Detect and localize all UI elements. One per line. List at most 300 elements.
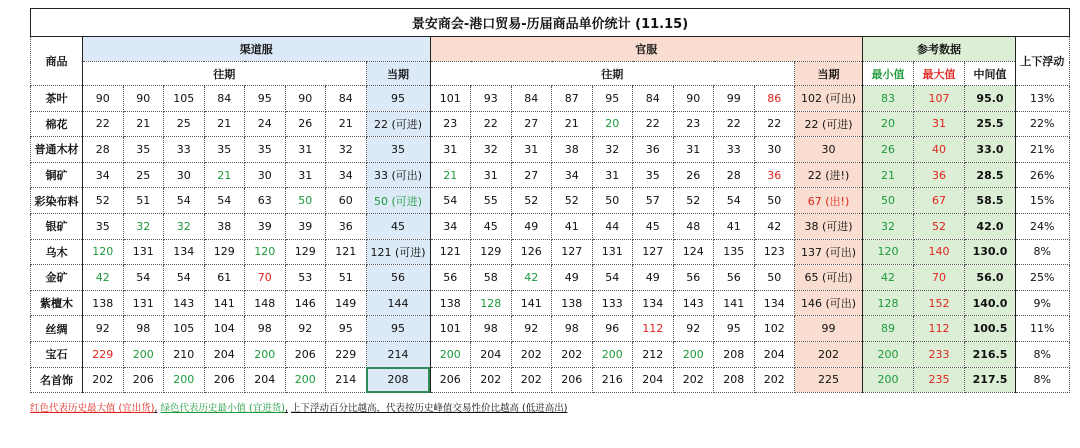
- table-row: [31, 137, 1070, 163]
- official-past-cell: 216: [592, 367, 633, 393]
- median-value-cell: 28.5: [965, 162, 1016, 188]
- channel-past-cell: 32: [123, 213, 164, 239]
- channel-past-cell: 54: [164, 265, 205, 291]
- fluctuation-cell: 9%: [1016, 290, 1070, 316]
- official-past-cell: 208: [714, 367, 755, 393]
- channel-past-cell: 24: [245, 111, 286, 137]
- channel-past-cell: 104: [204, 316, 245, 342]
- channel-past-cell: 70: [245, 265, 286, 291]
- legend-red: 红色代表历史最大值 (宜出货): [30, 403, 155, 415]
- official-past-cell: 45: [471, 213, 512, 239]
- official-past-cell: 52: [673, 188, 714, 214]
- official-past-cell: 22: [754, 111, 795, 137]
- channel-past-cell: 204: [204, 341, 245, 367]
- item-name: 丝绸: [31, 316, 83, 342]
- item-name: 紫檀木: [31, 290, 83, 316]
- official-past-cell: 32: [471, 137, 512, 163]
- official-past-cell: 56: [714, 265, 755, 291]
- official-past-cell: 98: [552, 316, 593, 342]
- official-past-cell: 56: [673, 265, 714, 291]
- official-past-cell: 204: [754, 341, 795, 367]
- official-past-cell: 127: [633, 239, 674, 265]
- official-past-cell: 42: [511, 265, 552, 291]
- item-name: 茶叶: [31, 86, 83, 112]
- median-value-cell: 25.5: [965, 111, 1016, 137]
- header-channel-current: 当期: [366, 62, 430, 86]
- official-past-cell: 204: [633, 367, 674, 393]
- official-past-cell: 131: [592, 239, 633, 265]
- channel-past-cell: 34: [326, 162, 367, 188]
- official-past-cell: 56: [430, 265, 471, 291]
- channel-past-cell: 84: [204, 86, 245, 112]
- official-past-cell: 20: [592, 111, 633, 137]
- channel-current-cell: 121 (可进): [366, 239, 430, 265]
- max-value-cell: 36: [914, 162, 965, 188]
- channel-past-cell: 200: [123, 341, 164, 367]
- channel-past-cell: 98: [123, 316, 164, 342]
- header-channel-past: 往期: [83, 62, 367, 86]
- header-reference: 参考数据: [863, 37, 1016, 62]
- table-row: [31, 341, 1070, 367]
- official-past-cell: 90: [673, 86, 714, 112]
- channel-past-cell: 202: [83, 367, 124, 393]
- official-past-cell: 28: [714, 162, 755, 188]
- item-name: 乌木: [31, 239, 83, 265]
- channel-past-cell: 120: [83, 239, 124, 265]
- median-value-cell: 100.5: [965, 316, 1016, 342]
- channel-past-cell: 204: [245, 367, 286, 393]
- channel-past-cell: 35: [123, 137, 164, 163]
- channel-past-cell: 200: [245, 341, 286, 367]
- header-fluctuation: 上下浮动: [1016, 37, 1070, 86]
- median-value-cell: 216.5: [965, 341, 1016, 367]
- official-current-cell: 22 (可进): [795, 111, 863, 137]
- channel-past-cell: 206: [123, 367, 164, 393]
- item-name: 棉花: [31, 111, 83, 137]
- official-past-cell: 27: [511, 162, 552, 188]
- min-value-cell: 20: [863, 111, 914, 137]
- official-current-cell: 99: [795, 316, 863, 342]
- max-value-cell: 233: [914, 341, 965, 367]
- channel-past-cell: 51: [326, 265, 367, 291]
- channel-past-cell: 200: [285, 367, 326, 393]
- official-past-cell: 33: [714, 137, 755, 163]
- official-past-cell: 202: [673, 367, 714, 393]
- min-value-cell: 42: [863, 265, 914, 291]
- official-past-cell: 206: [552, 367, 593, 393]
- channel-past-cell: 129: [285, 239, 326, 265]
- channel-past-cell: 229: [83, 341, 124, 367]
- official-past-cell: 127: [552, 239, 593, 265]
- channel-past-cell: 206: [204, 367, 245, 393]
- official-past-cell: 31: [430, 137, 471, 163]
- official-past-cell: 36: [754, 162, 795, 188]
- channel-past-cell: 138: [83, 290, 124, 316]
- channel-past-cell: 33: [164, 137, 205, 163]
- official-past-cell: 21: [552, 111, 593, 137]
- official-past-cell: 202: [754, 367, 795, 393]
- official-past-cell: 54: [592, 265, 633, 291]
- channel-current-cell: 33 (可出): [366, 162, 430, 188]
- official-past-cell: 54: [430, 188, 471, 214]
- channel-current-cell: 50 (可进): [366, 188, 430, 214]
- channel-past-cell: 35: [204, 137, 245, 163]
- official-past-cell: 112: [633, 316, 674, 342]
- channel-past-cell: 90: [83, 86, 124, 112]
- official-past-cell: 30: [754, 137, 795, 163]
- official-past-cell: 58: [471, 265, 512, 291]
- official-past-cell: 134: [633, 290, 674, 316]
- channel-past-cell: 25: [123, 162, 164, 188]
- channel-current-cell: 144: [366, 290, 430, 316]
- official-past-cell: 57: [633, 188, 674, 214]
- official-past-cell: 49: [633, 265, 674, 291]
- min-value-cell: 200: [863, 341, 914, 367]
- channel-past-cell: 129: [204, 239, 245, 265]
- min-value-cell: 32: [863, 213, 914, 239]
- official-past-cell: 22: [633, 111, 674, 137]
- channel-past-cell: 54: [164, 188, 205, 214]
- channel-past-cell: 54: [204, 188, 245, 214]
- channel-past-cell: 35: [83, 213, 124, 239]
- official-current-cell: 22 (进!): [795, 162, 863, 188]
- header-official: 官服: [430, 37, 863, 62]
- official-past-cell: 102: [754, 316, 795, 342]
- item-name: 彩染布料: [31, 188, 83, 214]
- official-current-cell: 30: [795, 137, 863, 163]
- official-past-cell: 141: [511, 290, 552, 316]
- official-past-cell: 92: [673, 316, 714, 342]
- official-past-cell: 55: [471, 188, 512, 214]
- channel-current-cell: 22 (可进): [366, 111, 430, 137]
- channel-past-cell: 51: [123, 188, 164, 214]
- header-channel: 渠道服: [83, 37, 431, 62]
- fluctuation-cell: 25%: [1016, 265, 1070, 291]
- official-past-cell: 204: [471, 341, 512, 367]
- official-past-cell: 200: [430, 341, 471, 367]
- item-name: 普通木材: [31, 137, 83, 163]
- median-value-cell: 217.5: [965, 367, 1016, 393]
- official-past-cell: 52: [552, 188, 593, 214]
- header-official-current: 当期: [795, 62, 863, 86]
- official-past-cell: 26: [673, 162, 714, 188]
- official-past-cell: 84: [511, 86, 552, 112]
- official-past-cell: 27: [511, 111, 552, 137]
- channel-past-cell: 148: [245, 290, 286, 316]
- max-value-cell: 140: [914, 239, 965, 265]
- official-past-cell: 34: [552, 162, 593, 188]
- channel-current-cell: 214: [366, 341, 430, 367]
- official-current-cell: 67 (出!): [795, 188, 863, 214]
- official-past-cell: 54: [714, 188, 755, 214]
- max-value-cell: 112: [914, 316, 965, 342]
- channel-past-cell: 30: [164, 162, 205, 188]
- channel-past-cell: 21: [326, 111, 367, 137]
- official-current-cell: 146 (可出): [795, 290, 863, 316]
- official-past-cell: 21: [430, 162, 471, 188]
- item-name: 宝石: [31, 341, 83, 367]
- median-value-cell: 58.5: [965, 188, 1016, 214]
- table-row: [31, 239, 1070, 265]
- official-past-cell: 96: [592, 316, 633, 342]
- official-past-cell: 206: [430, 367, 471, 393]
- max-value-cell: 107: [914, 86, 965, 112]
- channel-past-cell: 31: [285, 162, 326, 188]
- official-past-cell: 48: [673, 213, 714, 239]
- header-item: 商品: [31, 37, 83, 86]
- median-value-cell: 42.0: [965, 213, 1016, 239]
- table-title: 景安商会-港口贸易-历届商品单价统计 (11.15): [31, 9, 1070, 37]
- official-past-cell: 143: [673, 290, 714, 316]
- legend-green: 绿色代表历史最小值 (宜进货): [160, 403, 285, 415]
- channel-past-cell: 26: [285, 111, 326, 137]
- official-past-cell: 128: [471, 290, 512, 316]
- channel-past-cell: 200: [164, 367, 205, 393]
- channel-past-cell: 95: [326, 316, 367, 342]
- median-value-cell: 33.0: [965, 137, 1016, 163]
- official-past-cell: 31: [511, 137, 552, 163]
- channel-past-cell: 32: [164, 213, 205, 239]
- item-name: 银矿: [31, 213, 83, 239]
- official-past-cell: 138: [430, 290, 471, 316]
- channel-past-cell: 131: [123, 290, 164, 316]
- table-row: [31, 290, 1070, 316]
- channel-past-cell: 22: [83, 111, 124, 137]
- table-row: [31, 162, 1070, 188]
- official-past-cell: 41: [552, 213, 593, 239]
- channel-past-cell: 146: [285, 290, 326, 316]
- official-past-cell: 92: [511, 316, 552, 342]
- official-past-cell: 200: [673, 341, 714, 367]
- official-past-cell: 212: [633, 341, 674, 367]
- fluctuation-cell: 13%: [1016, 86, 1070, 112]
- table-row: [31, 367, 1070, 393]
- channel-past-cell: 98: [245, 316, 286, 342]
- channel-past-cell: 210: [164, 341, 205, 367]
- fluctuation-cell: 11%: [1016, 316, 1070, 342]
- min-value-cell: 200: [863, 367, 914, 393]
- channel-past-cell: 143: [164, 290, 205, 316]
- max-value-cell: 235: [914, 367, 965, 393]
- table-body: [31, 86, 1070, 393]
- official-past-cell: 86: [754, 86, 795, 112]
- channel-past-cell: 61: [204, 265, 245, 291]
- official-past-cell: 44: [592, 213, 633, 239]
- channel-past-cell: 131: [123, 239, 164, 265]
- official-past-cell: 50: [754, 265, 795, 291]
- official-past-cell: 101: [430, 316, 471, 342]
- official-past-cell: 35: [633, 162, 674, 188]
- official-past-cell: 124: [673, 239, 714, 265]
- channel-current-cell: 45: [366, 213, 430, 239]
- channel-past-cell: 63: [245, 188, 286, 214]
- channel-past-cell: 149: [326, 290, 367, 316]
- official-past-cell: 49: [511, 213, 552, 239]
- channel-past-cell: 53: [285, 265, 326, 291]
- min-value-cell: 83: [863, 86, 914, 112]
- official-current-cell: 202: [795, 341, 863, 367]
- legend-note: 上下浮动百分比越高，代表按历史峰值交易性价比越高 (低进高出): [291, 403, 568, 415]
- official-past-cell: 200: [592, 341, 633, 367]
- legend-sep: ,: [154, 403, 158, 415]
- min-value-cell: 21: [863, 162, 914, 188]
- table-row: [31, 111, 1070, 137]
- official-past-cell: 202: [552, 341, 593, 367]
- channel-current-cell: 95: [366, 316, 430, 342]
- official-past-cell: 202: [511, 367, 552, 393]
- channel-past-cell: 28: [83, 137, 124, 163]
- official-past-cell: 41: [714, 213, 755, 239]
- channel-past-cell: 229: [326, 341, 367, 367]
- item-name: 铜矿: [31, 162, 83, 188]
- official-past-cell: 121: [430, 239, 471, 265]
- median-value-cell: 140.0: [965, 290, 1016, 316]
- channel-past-cell: 31: [285, 137, 326, 163]
- official-past-cell: 208: [714, 341, 755, 367]
- channel-past-cell: 38: [204, 213, 245, 239]
- fluctuation-cell: 22%: [1016, 111, 1070, 137]
- official-past-cell: 129: [471, 239, 512, 265]
- channel-current-cell: 208: [366, 367, 430, 393]
- median-value-cell: 95.0: [965, 86, 1016, 112]
- official-past-cell: 123: [754, 239, 795, 265]
- channel-past-cell: 39: [245, 213, 286, 239]
- channel-current-cell: 35: [366, 137, 430, 163]
- max-value-cell: 152: [914, 290, 965, 316]
- official-past-cell: 84: [633, 86, 674, 112]
- price-table: [30, 8, 1070, 393]
- official-past-cell: 38: [552, 137, 593, 163]
- fluctuation-cell: 15%: [1016, 188, 1070, 214]
- median-value-cell: 130.0: [965, 239, 1016, 265]
- official-past-cell: 23: [430, 111, 471, 137]
- fluctuation-cell: 8%: [1016, 367, 1070, 393]
- channel-past-cell: 92: [83, 316, 124, 342]
- fluctuation-cell: 26%: [1016, 162, 1070, 188]
- min-value-cell: 50: [863, 188, 914, 214]
- official-past-cell: 31: [673, 137, 714, 163]
- max-value-cell: 40: [914, 137, 965, 163]
- channel-past-cell: 134: [164, 239, 205, 265]
- official-past-cell: 138: [552, 290, 593, 316]
- channel-past-cell: 21: [204, 162, 245, 188]
- channel-past-cell: 52: [83, 188, 124, 214]
- official-past-cell: 22: [714, 111, 755, 137]
- official-past-cell: 133: [592, 290, 633, 316]
- official-past-cell: 49: [552, 265, 593, 291]
- official-past-cell: 36: [633, 137, 674, 163]
- official-past-cell: 95: [592, 86, 633, 112]
- header-max: 最大值: [914, 62, 965, 86]
- channel-past-cell: 25: [164, 111, 205, 137]
- fluctuation-cell: 8%: [1016, 341, 1070, 367]
- table-row: [31, 265, 1070, 291]
- channel-past-cell: 50: [285, 188, 326, 214]
- item-name: 金矿: [31, 265, 83, 291]
- channel-past-cell: 105: [164, 86, 205, 112]
- fluctuation-cell: 24%: [1016, 213, 1070, 239]
- official-past-cell: 34: [430, 213, 471, 239]
- min-value-cell: 128: [863, 290, 914, 316]
- median-value-cell: 56.0: [965, 265, 1016, 291]
- channel-past-cell: 39: [285, 213, 326, 239]
- min-value-cell: 120: [863, 239, 914, 265]
- official-current-cell: 102 (可出): [795, 86, 863, 112]
- official-past-cell: 202: [511, 341, 552, 367]
- channel-past-cell: 84: [326, 86, 367, 112]
- channel-past-cell: 206: [285, 341, 326, 367]
- official-past-cell: 126: [511, 239, 552, 265]
- official-current-cell: 65 (可出): [795, 265, 863, 291]
- channel-past-cell: 35: [245, 137, 286, 163]
- item-name: 名首饰: [31, 367, 83, 393]
- header-min: 最小值: [863, 62, 914, 86]
- official-past-cell: 101: [430, 86, 471, 112]
- table-row: [31, 86, 1070, 112]
- official-past-cell: 134: [754, 290, 795, 316]
- channel-past-cell: 92: [285, 316, 326, 342]
- official-past-cell: 93: [471, 86, 512, 112]
- channel-past-cell: 105: [164, 316, 205, 342]
- official-past-cell: 98: [471, 316, 512, 342]
- official-past-cell: 99: [714, 86, 755, 112]
- channel-past-cell: 120: [245, 239, 286, 265]
- legend: [30, 400, 1070, 414]
- channel-past-cell: 32: [326, 137, 367, 163]
- fluctuation-cell: 8%: [1016, 239, 1070, 265]
- official-current-cell: 225: [795, 367, 863, 393]
- table-row: [31, 316, 1070, 342]
- channel-past-cell: 90: [285, 86, 326, 112]
- official-past-cell: 135: [714, 239, 755, 265]
- max-value-cell: 31: [914, 111, 965, 137]
- official-past-cell: 50: [754, 188, 795, 214]
- max-value-cell: 67: [914, 188, 965, 214]
- channel-current-cell: 56: [366, 265, 430, 291]
- table-row: [31, 213, 1070, 239]
- official-current-cell: 38 (可进): [795, 213, 863, 239]
- max-value-cell: 52: [914, 213, 965, 239]
- official-past-cell: 31: [592, 162, 633, 188]
- channel-past-cell: 36: [326, 213, 367, 239]
- channel-past-cell: 21: [204, 111, 245, 137]
- official-past-cell: 32: [592, 137, 633, 163]
- channel-past-cell: 141: [204, 290, 245, 316]
- official-current-cell: 137 (可出): [795, 239, 863, 265]
- min-value-cell: 89: [863, 316, 914, 342]
- channel-past-cell: 90: [123, 86, 164, 112]
- min-value-cell: 26: [863, 137, 914, 163]
- channel-past-cell: 42: [83, 265, 124, 291]
- official-past-cell: 87: [552, 86, 593, 112]
- channel-current-cell: 95: [366, 86, 430, 112]
- official-past-cell: 42: [754, 213, 795, 239]
- channel-past-cell: 214: [326, 367, 367, 393]
- official-past-cell: 95: [714, 316, 755, 342]
- channel-past-cell: 95: [245, 86, 286, 112]
- official-past-cell: 141: [714, 290, 755, 316]
- official-past-cell: 23: [673, 111, 714, 137]
- channel-past-cell: 30: [245, 162, 286, 188]
- channel-past-cell: 121: [326, 239, 367, 265]
- channel-past-cell: 60: [326, 188, 367, 214]
- official-past-cell: 22: [471, 111, 512, 137]
- fluctuation-cell: 21%: [1016, 137, 1070, 163]
- channel-past-cell: 21: [123, 111, 164, 137]
- official-past-cell: 31: [471, 162, 512, 188]
- max-value-cell: 70: [914, 265, 965, 291]
- table-row: [31, 188, 1070, 214]
